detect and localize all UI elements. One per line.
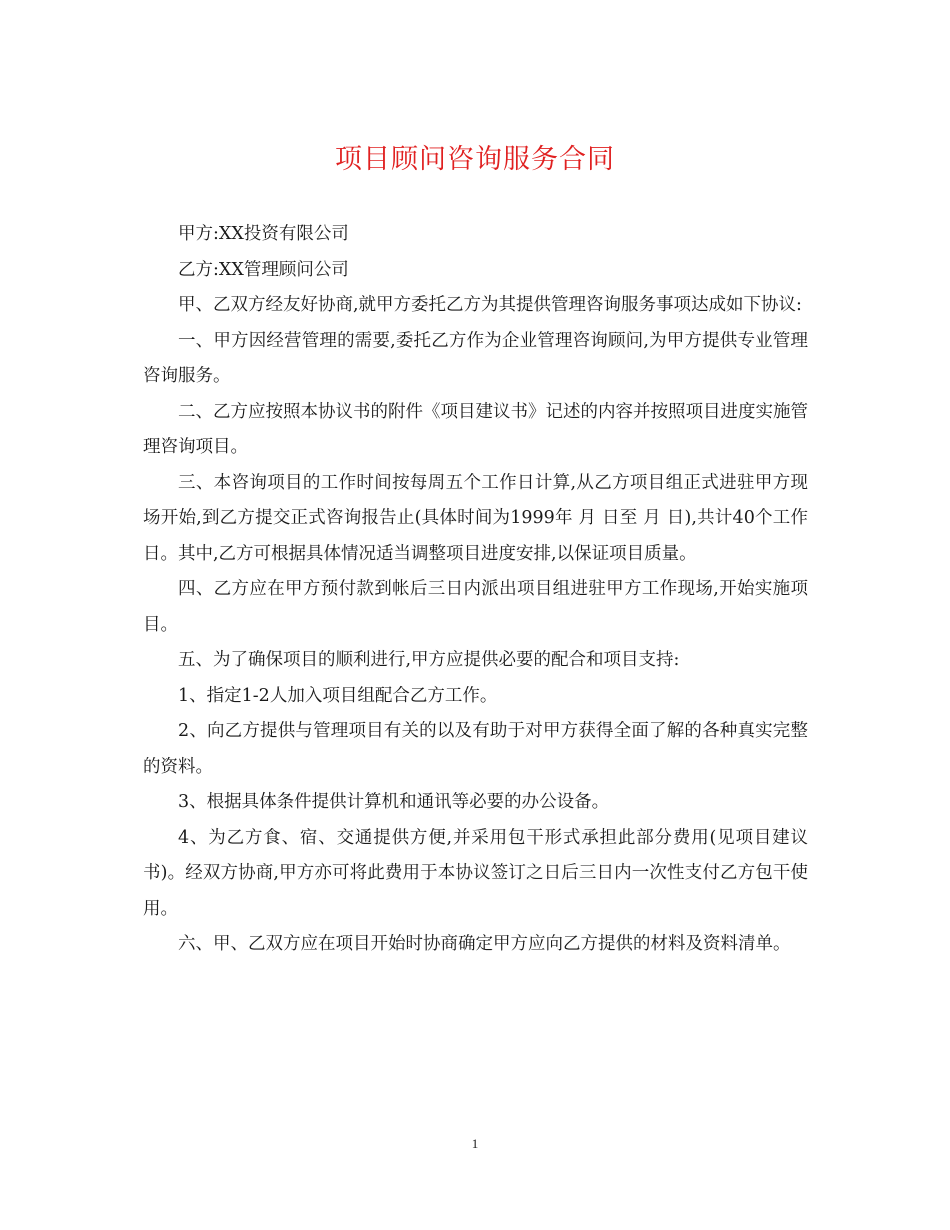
- clause-2: 二、乙方应按照本协议书的附件《项目建议书》记述的内容并按照项目进度实施管理咨询项目。: [143, 401, 808, 457]
- clause-5-item-1: 1、指定1-2人加入项目组配合乙方工作。: [178, 685, 498, 706]
- document-body: [143, 217, 808, 963]
- page-number: 1: [471, 1136, 479, 1151]
- clause-5: 五、为了确保项目的顺利进行,甲方应提供必要的配合和项目支持:: [178, 650, 680, 670]
- clause-5-item-2: 2、向乙方提供与管理项目有关的以及有助于对甲方获得全面了解的各种真实完整的资料。: [143, 721, 808, 777]
- clause-5-item-3: 3、根据具体条件提供计算机和通讯等必要的办公设备。: [178, 792, 610, 812]
- clause-6: 六、甲、乙双方应在项目开始时协商确定甲方应向乙方提供的材料及资料清单。: [178, 934, 791, 954]
- clause-4: 四、乙方应在甲方预付款到帐后三日内派出项目组进驻甲方工作现场,开始实施项目。: [143, 579, 808, 635]
- party-b-line: 乙方:XX管理顾问公司: [178, 259, 349, 280]
- clause-1: 一、甲方因经营管理的需要,委托乙方作为企业管理咨询顾问,为甲方提供专业管理咨询服务。: [143, 330, 808, 386]
- party-a-line: 甲方:XX投资有限公司: [178, 224, 349, 244]
- preamble-paragraph: 甲、乙双方经友好协商,就甲方委托乙方为其提供管理咨询服务事项达成如下协议:: [178, 295, 802, 315]
- clause-5-item-4: 4、为乙方食、宿、交通提供方便,并采用包干形式承担此部分费用(见项目建议书)。经双方协商,甲方亦可将此费用于本协议签订之日后三日内一次性支付乙方包干使用。: [143, 827, 808, 919]
- document-title: 项目顾问咨询服务合同: [335, 144, 615, 175]
- clause-3: 三、本咨询项目的工作时间按每周五个工作日计算,从乙方项目组正式进驻甲方现场开始,到乙方提交正式咨询报告止(具体时间为1999年 月 日至 月 日),共计40个工作日。其中,乙方可根据具体情况适当调整项目进度安排,以保证项目质量。: [143, 472, 808, 564]
